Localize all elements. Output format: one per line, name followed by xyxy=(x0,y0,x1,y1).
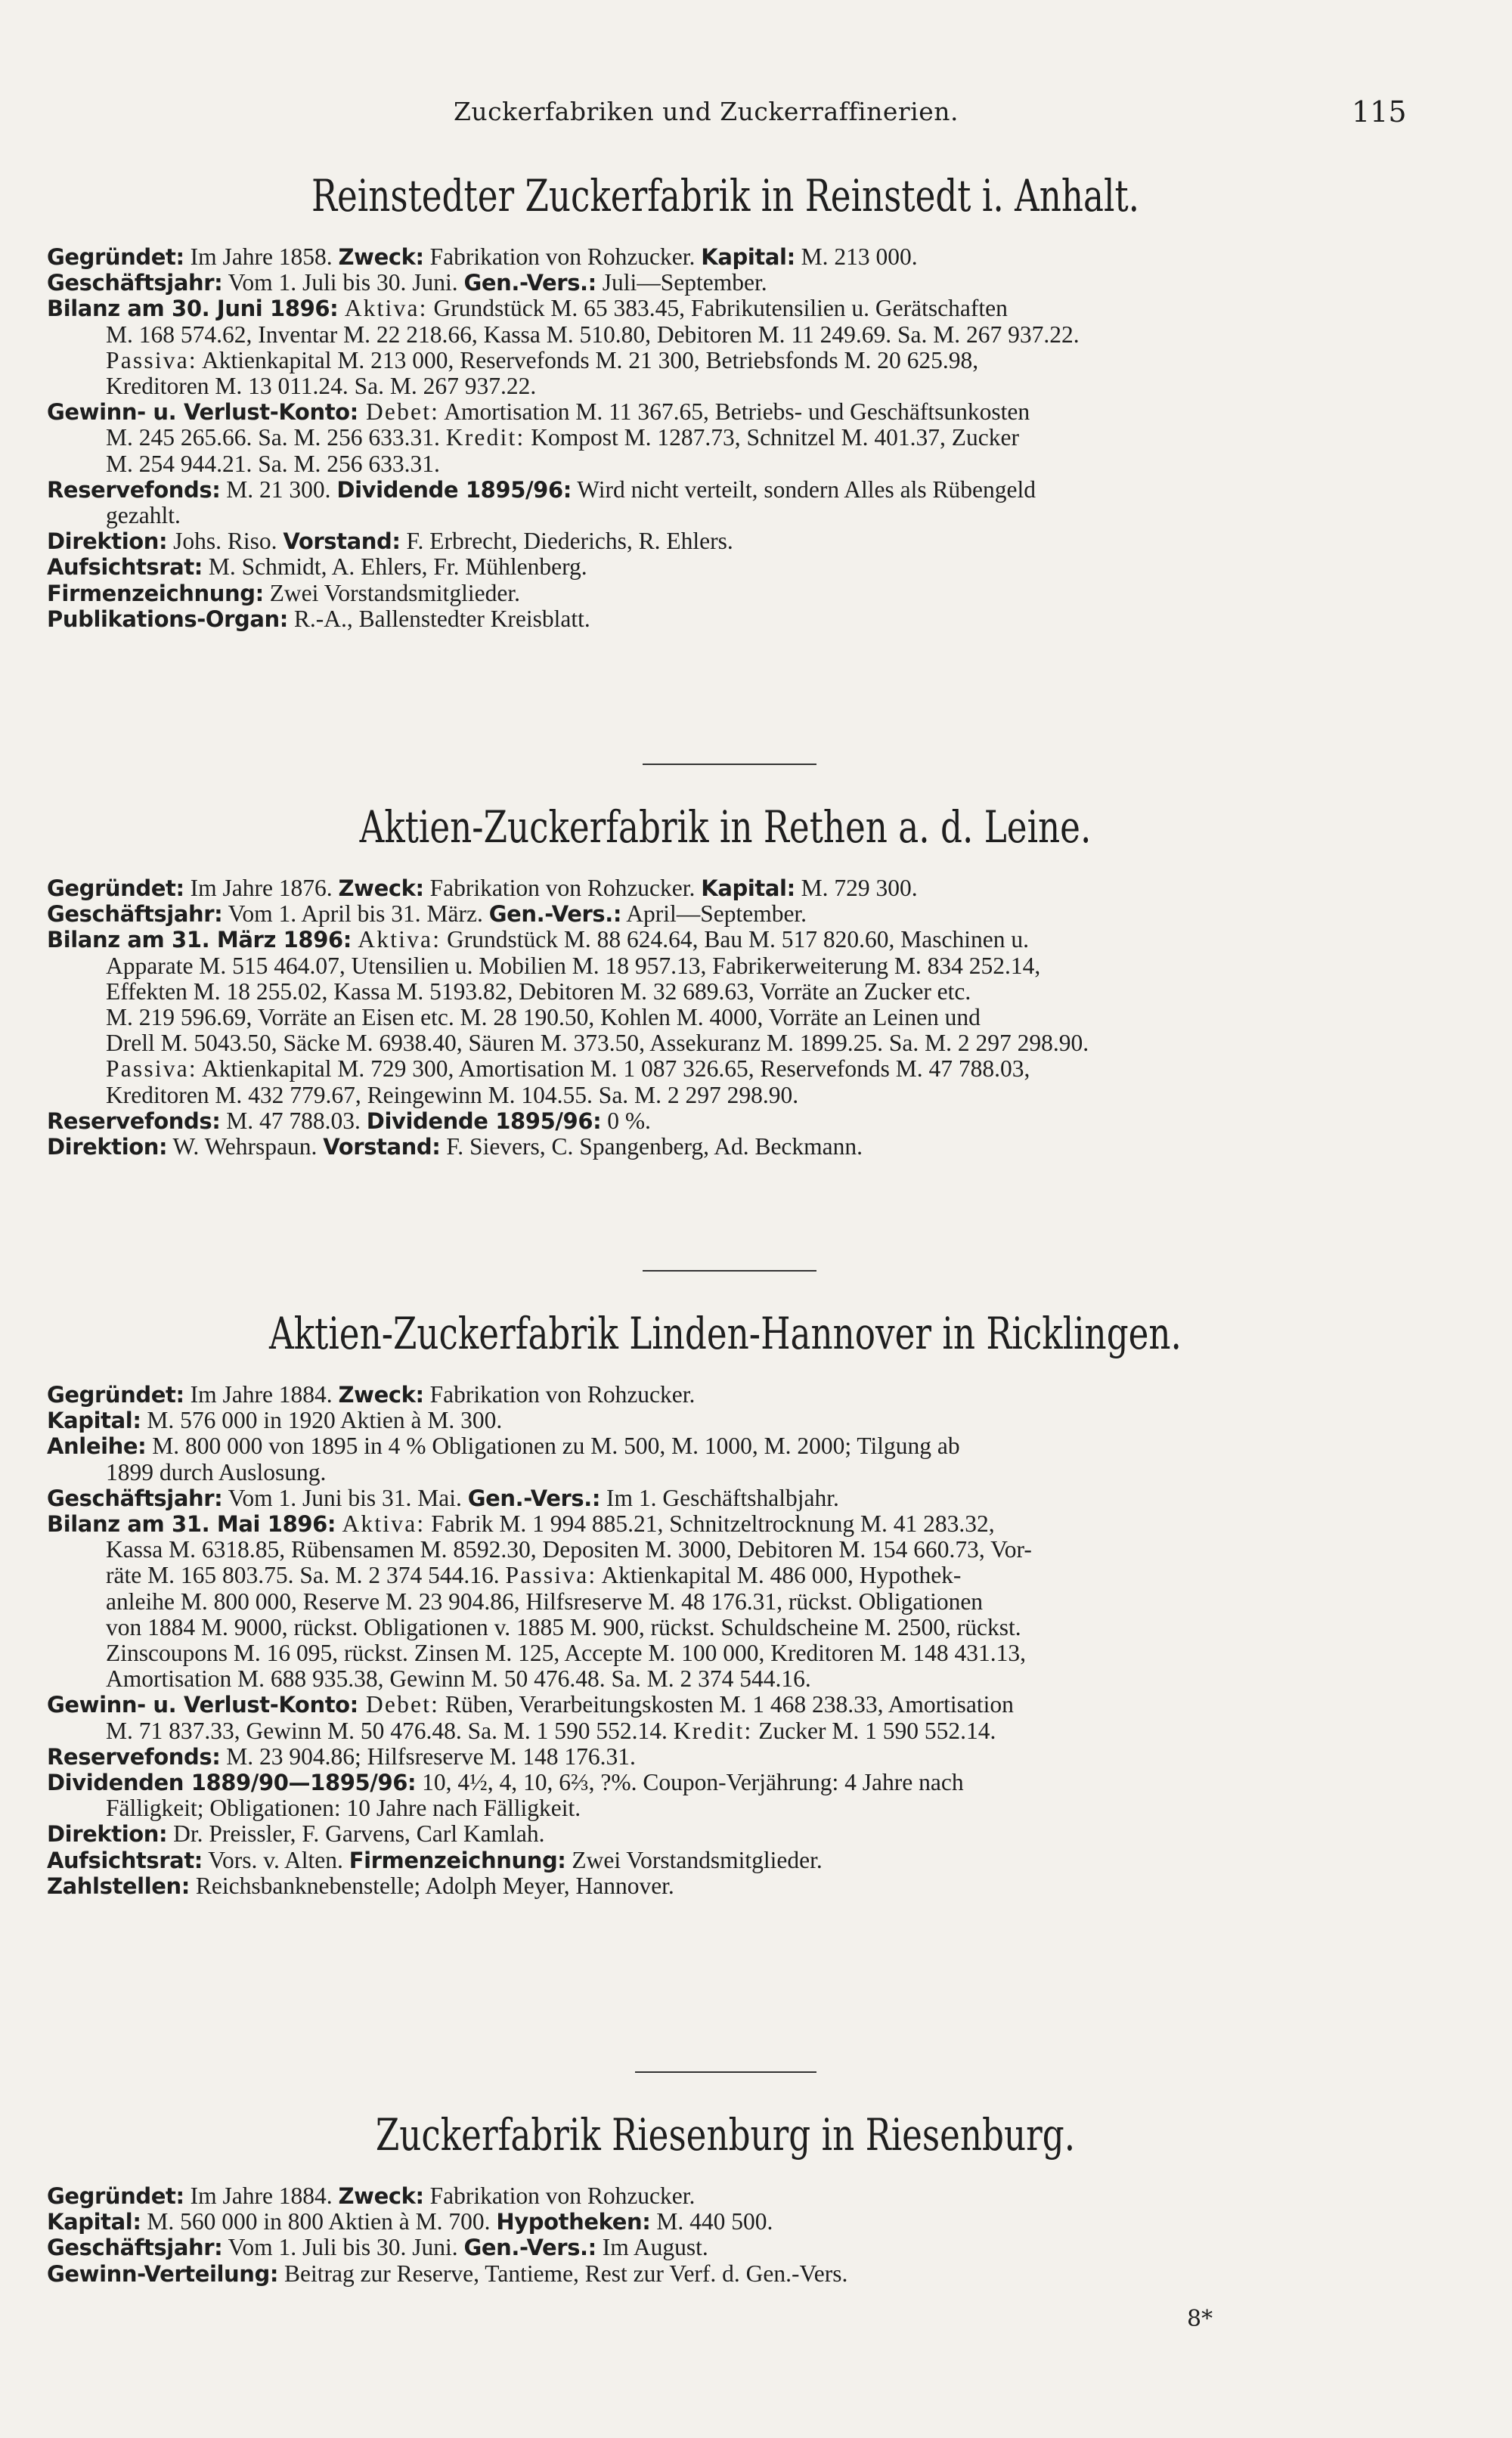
text-run: Effekten M. 18 255.02, Kassa M. 5193.82, Debitoren M. 32 689.63, Vorräte an Zucker etc. xyxy=(106,977,971,1005)
text-line xyxy=(47,1848,1404,1873)
signature-mark: 8* xyxy=(1187,2306,1213,2332)
text-line xyxy=(47,953,1404,979)
text-line xyxy=(47,1589,1404,1615)
spaced-term: Aktiva: xyxy=(336,1510,426,1538)
text-run: Kompost M. 1287.73, Schnitzel M. 401.37, Zucker xyxy=(525,424,1019,451)
text-run: 10, 4½, 4, 10, 6⅔, ?%. Coupon-Verjährung: 4 Jahre nach xyxy=(416,1769,964,1796)
text-run: M. 71 837.33, Gewinn M. 50 476.48. Sa. M. 1 590 552.14. xyxy=(106,1717,674,1744)
text-run: R.-A., Ballenstedter Kreisblatt. xyxy=(288,605,590,632)
text-run: Fabrik M. 1 994 885.21, Schnitzeltrocknung M. 41 283.32, xyxy=(425,1510,995,1538)
text-line xyxy=(47,296,1404,321)
text-line xyxy=(47,2235,1404,2260)
field-label: Reservefonds: xyxy=(47,476,221,503)
text-run: räte M. 165 803.75. Sa. M. 2 374 544.16. xyxy=(106,1562,506,1589)
text-run: M. 213 000. xyxy=(795,243,918,270)
text-line xyxy=(47,1056,1404,1082)
text-run: Dr. Preissler, F. Garvens, Carl Kamlah. xyxy=(167,1820,545,1848)
text-run: Grundstück M. 88 624.64, Bau M. 517 820.60, Maschinen u. xyxy=(441,926,1030,953)
text-run: Aktienkapital M. 486 000, Hypothek- xyxy=(596,1562,962,1589)
text-line xyxy=(47,1873,1404,1899)
text-run: Fabrikation von Rohzucker. xyxy=(423,875,702,901)
text-run: Reichsbanknebenstelle; Adolph Meyer, Hannover. xyxy=(189,1872,674,1899)
text-run: Kreditoren M. 13 011.24. Sa. M. 267 937.22. xyxy=(106,373,537,400)
field-label: Dividende 1895/96: xyxy=(366,1107,602,1134)
entry-title: Aktien-Zuckerfabrik in Rethen a. d. Leine. xyxy=(359,801,1092,853)
text-line xyxy=(47,270,1404,296)
field-label: Reservefonds: xyxy=(47,1107,221,1134)
field-label: Gegründet: xyxy=(47,244,184,270)
text-run: Im Jahre 1884. xyxy=(184,1381,339,1408)
text-line xyxy=(47,503,1404,528)
field-label: Zweck: xyxy=(338,2183,424,2209)
text-run: Apparate M. 515 464.07, Utensilien u. Mobilien M. 18 957.13, Fabrikerweiterung M. 834 252.14, xyxy=(106,952,1041,979)
spaced-term: Passiva: xyxy=(505,1562,597,1589)
text-line xyxy=(47,554,1404,580)
field-label: Gen.-Vers.: xyxy=(463,2235,596,2261)
field-label: Gegründet: xyxy=(47,2183,184,2209)
company-entry-reinstedt xyxy=(47,170,1404,632)
section-divider xyxy=(643,1270,816,1272)
field-label: Direktion: xyxy=(47,1134,168,1160)
text-line xyxy=(47,1821,1404,1847)
field-label: Firmenzeichnung: xyxy=(47,580,264,606)
field-label: Gewinn-Verteilung: xyxy=(47,2260,279,2287)
text-line xyxy=(47,875,1404,901)
field-label: Geschäftsjahr: xyxy=(47,270,223,296)
text-run: M. 168 574.62, Inventar M. 22 218.66, Kassa M. 510.80, Debitoren M. 11 249.69. Sa. M. 267 937.22. xyxy=(106,321,1080,348)
field-label: Zweck: xyxy=(338,875,424,901)
field-label: Geschäftsjahr: xyxy=(47,1485,223,1511)
text-line xyxy=(47,348,1404,373)
text-line xyxy=(47,322,1404,348)
text-run: M. 560 000 in 800 Aktien à M. 700. xyxy=(141,2208,497,2235)
text-run: M. 23 904.86; Hilfsreserve M. 148 176.31. xyxy=(220,1743,636,1770)
text-run: M. 245 265.66. Sa. M. 256 633.31. xyxy=(106,424,446,451)
text-run: Im Jahre 1876. xyxy=(184,875,339,901)
field-label: Gen.-Vers.: xyxy=(463,270,596,296)
field-label: Kapital: xyxy=(701,244,795,270)
spaced-term: Debet: xyxy=(358,1691,440,1718)
field-label: Zahlstellen: xyxy=(47,1873,190,1899)
text-run: Grundstück M. 65 383.45, Fabrikutensilien u. Gerätschaften xyxy=(427,295,1008,322)
field-label: Bilanz am 31. März 1896: xyxy=(47,927,352,953)
text-run: Kreditoren M. 432 779.67, Reingewinn M. 104.55. Sa. M. 2 297 298.90. xyxy=(106,1081,799,1108)
text-run: M. 440 500. xyxy=(650,2208,773,2235)
running-head: Zuckerfabriken und Zuckerraffinerien. xyxy=(454,97,959,126)
text-run: Im Jahre 1858. xyxy=(184,243,339,270)
field-label: Gegründet: xyxy=(47,1382,184,1408)
text-run: Im Jahre 1884. xyxy=(184,2182,339,2209)
text-line xyxy=(47,606,1404,632)
text-line xyxy=(47,425,1404,451)
field-label: Geschäftsjahr: xyxy=(47,901,223,928)
text-run: Amortisation M. 11 367.65, Betriebs- und Geschäftsunkosten xyxy=(439,398,1030,426)
text-run: M. 729 300. xyxy=(795,875,918,901)
section-divider xyxy=(643,764,816,765)
text-line xyxy=(47,1770,1404,1795)
text-run: M. Schmidt, A. Ehlers, Fr. Mühlenberg. xyxy=(203,553,587,581)
text-line xyxy=(47,399,1404,425)
field-label: Hypotheken: xyxy=(496,2209,651,2235)
entry-title: Aktien-Zuckerfabrik Linden-Hannover in Ricklingen. xyxy=(269,1308,1182,1359)
text-run: Fabrikation von Rohzucker. xyxy=(423,2182,696,2209)
field-label: Vorstand: xyxy=(323,1134,441,1160)
field-label: Kapital: xyxy=(47,2209,141,2235)
text-run: Fälligkeit; Obligationen: 10 Jahre nach Fälligkeit. xyxy=(106,1795,581,1822)
text-line xyxy=(47,373,1404,399)
text-run: Fabrikation von Rohzucker. xyxy=(423,1381,696,1408)
text-line xyxy=(47,451,1404,477)
text-line xyxy=(47,1030,1404,1056)
text-run: Wird nicht verteilt, sondern Alles als Rübengeld xyxy=(571,476,1036,503)
text-run: April—September. xyxy=(621,900,807,928)
text-line xyxy=(47,1563,1404,1588)
text-line xyxy=(47,1083,1404,1108)
entry-title: Zuckerfabrik Riesenburg in Riesenburg. xyxy=(375,2109,1076,2161)
text-line xyxy=(47,2183,1404,2209)
text-line xyxy=(47,1511,1404,1537)
text-run: Amortisation M. 688 935.38, Gewinn M. 50 476.48. Sa. M. 2 374 544.16. xyxy=(106,1665,811,1693)
field-label: Kapital: xyxy=(47,1408,141,1434)
text-line xyxy=(47,1408,1404,1433)
text-run: Im August. xyxy=(596,2234,708,2261)
field-label: Aufsichtsrat: xyxy=(47,554,203,581)
field-label: Vorstand: xyxy=(283,528,401,555)
text-line xyxy=(47,927,1404,953)
text-run: Zucker M. 1 590 552.14. xyxy=(752,1717,996,1744)
spaced-term: Debet: xyxy=(358,398,440,426)
text-run: 1899 durch Auslosung. xyxy=(106,1458,327,1485)
company-entry-linden-hannover xyxy=(47,1308,1404,1899)
text-line xyxy=(47,477,1404,503)
text-line xyxy=(47,1433,1404,1459)
field-label: Dividende 1895/96: xyxy=(336,476,572,503)
field-label: Gewinn- u. Verlust-Konto: xyxy=(47,399,358,426)
text-line xyxy=(47,1692,1404,1718)
text-line xyxy=(47,244,1404,270)
text-run: gezahlt. xyxy=(106,502,181,529)
text-run: Vom 1. Juni bis 31. Mai. xyxy=(222,1484,468,1511)
text-run: Rüben, Verarbeitungskosten M. 1 468 238.33, Amortisation xyxy=(439,1691,1014,1718)
text-run: Zwei Vorstandsmitglieder. xyxy=(565,1846,823,1873)
text-run: Zwei Vorstandsmitglieder. xyxy=(263,579,520,606)
text-run: Drell M. 5043.50, Säcke M. 6938.40, Säuren M. 373.50, Assekuranz M. 1899.25. Sa. M. 2 297 298.90. xyxy=(106,1030,1089,1057)
text-run: M. 576 000 in 1920 Aktien à M. 300. xyxy=(141,1407,503,1434)
field-label: Bilanz am 30. Juni 1896: xyxy=(47,296,339,322)
field-label: Zweck: xyxy=(338,1382,424,1408)
text-run: W. Wehrspaun. xyxy=(167,1133,324,1160)
text-run: M. 21 300. xyxy=(220,476,337,503)
text-line xyxy=(47,1537,1404,1563)
text-run: von 1884 M. 9000, rückst. Obligationen v. 1885 M. 900, rückst. Schuldscheine M. 2500, rückst. xyxy=(106,1613,1021,1640)
text-run: Vom 1. April bis 31. März. xyxy=(222,900,489,928)
field-label: Firmenzeichnung: xyxy=(349,1847,566,1873)
text-line xyxy=(47,1615,1404,1640)
text-line xyxy=(47,528,1404,554)
spaced-term: Aktiva: xyxy=(338,295,428,322)
text-line xyxy=(47,1640,1404,1666)
field-label: Gen.-Vers.: xyxy=(488,901,622,928)
text-run: Beitrag zur Reserve, Tantieme, Rest zur Verf. d. Gen.-Vers. xyxy=(278,2260,848,2287)
spaced-term: Aktiva: xyxy=(351,926,442,953)
text-line xyxy=(47,1718,1404,1744)
text-run: Vors. v. Alten. xyxy=(203,1846,349,1873)
text-line xyxy=(47,1795,1404,1821)
text-line xyxy=(47,2209,1404,2235)
text-run: Juli—September. xyxy=(596,269,767,296)
text-line xyxy=(47,1108,1404,1134)
spaced-term: Kredit: xyxy=(673,1717,753,1744)
text-run: F. Erbrecht, Diederichs, R. Ehlers. xyxy=(400,528,733,555)
field-label: Kapital: xyxy=(701,875,795,901)
field-label: Direktion: xyxy=(47,1821,168,1848)
text-run: Vom 1. Juli bis 30. Juni. xyxy=(222,2234,464,2261)
text-run: F. Sievers, C. Spangenberg, Ad. Beckmann. xyxy=(440,1133,863,1160)
field-label: Aufsichtsrat: xyxy=(47,1847,203,1873)
text-run: Fabrikation von Rohzucker. xyxy=(423,243,702,270)
text-run: Johs. Riso. xyxy=(167,528,284,555)
text-run: Aktienkapital M. 729 300, Amortisation M. 1 087 326.65, Reservefonds M. 47 788.03, xyxy=(197,1055,1030,1083)
text-line xyxy=(47,1005,1404,1030)
text-run: M. 47 788.03. xyxy=(220,1107,367,1134)
company-entry-rethen xyxy=(47,801,1404,1160)
company-entry-riesenburg xyxy=(47,2109,1404,2287)
text-run: M. 254 944.21. Sa. M. 256 633.31. xyxy=(106,450,440,477)
text-run: anleihe M. 800 000, Reserve M. 23 904.86, Hilfsreserve M. 48 176.31, rückst. Obligationen xyxy=(106,1588,984,1615)
text-line xyxy=(47,1460,1404,1485)
spaced-term: Kredit: xyxy=(445,424,525,451)
text-run: 0 %. xyxy=(601,1107,651,1134)
text-line xyxy=(47,581,1404,606)
text-line xyxy=(47,2261,1404,2287)
text-line xyxy=(47,1382,1404,1408)
field-label: Direktion: xyxy=(47,528,168,555)
field-label: Gewinn- u. Verlust-Konto: xyxy=(47,1692,358,1718)
field-label: Publikations-Organ: xyxy=(47,606,288,632)
text-run: M. 800 000 von 1895 in 4 % Obligationen zu M. 500, M. 1000, M. 2000; Tilgung ab xyxy=(146,1433,960,1460)
field-label: Geschäftsjahr: xyxy=(47,2235,223,2261)
text-line xyxy=(47,901,1404,927)
text-line xyxy=(47,1134,1404,1160)
text-line xyxy=(47,1485,1404,1511)
text-line xyxy=(47,1666,1404,1692)
page-number: 115 xyxy=(1352,95,1407,129)
text-run: M. 219 596.69, Vorräte an Eisen etc. M. 28 190.50, Kohlen M. 4000, Vorräte an Leinen und xyxy=(106,1004,981,1031)
field-label: Gegründet: xyxy=(47,875,184,901)
field-label: Bilanz am 31. Mai 1896: xyxy=(47,1511,336,1538)
field-label: Anleihe: xyxy=(47,1433,147,1460)
text-run: Im 1. Geschäftshalbjahr. xyxy=(600,1484,839,1511)
text-run: Kassa M. 6318.85, Rübensamen M. 8592.30, Depositen M. 3000, Debitoren M. 154 660.73, Vor- xyxy=(106,1536,1032,1563)
field-label: Gen.-Vers.: xyxy=(467,1485,601,1511)
field-label: Reservefonds: xyxy=(47,1743,221,1770)
entry-title: Reinstedter Zuckerfabrik in Reinstedt i. Anhalt. xyxy=(311,170,1140,221)
spaced-term: Passiva: xyxy=(106,346,197,373)
text-run: Vom 1. Juli bis 30. Juni. xyxy=(222,269,464,296)
text-line xyxy=(47,1744,1404,1770)
text-run: Aktienkapital M. 213 000, Reservefonds M. 21 300, Betriebsfonds M. 20 625.98, xyxy=(197,346,979,373)
field-label: Dividenden 1889/90—1895/96: xyxy=(47,1770,417,1796)
text-run: Zinscoupons M. 16 095, rückst. Zinsen M. 125, Accepte M. 100 000, Kreditoren M. 148 431.13, xyxy=(106,1640,1026,1667)
section-divider xyxy=(635,2071,816,2073)
field-label: Zweck: xyxy=(338,244,424,270)
text-line xyxy=(47,979,1404,1005)
spaced-term: Passiva: xyxy=(106,1055,197,1083)
